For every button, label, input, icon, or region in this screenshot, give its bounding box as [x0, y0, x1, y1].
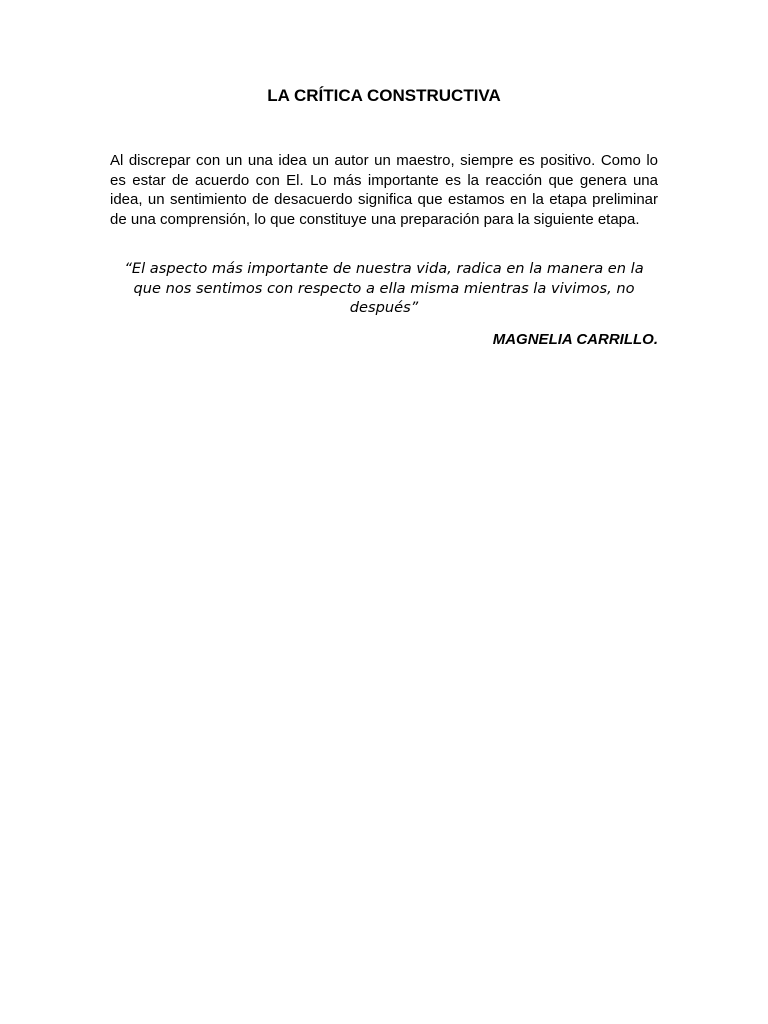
body-paragraph: Al discrepar con un una idea un autor un maestro, siempre es positivo. Como lo es estar de acuerdo con El. Lo más importante es la reacción que genera una idea, un sentimiento de desacuerdo significa que estamos en la etapa preliminar de una comprensión, lo que constituye una preparación para la siguiente etapa.	[110, 152, 658, 228]
document-title: LA CRÍTICA CONSTRUCTIVA	[267, 86, 501, 105]
quote-text: “El aspecto más importante de nuestra vida, radica en la manera en la que nos sentimos con respecto a ella misma mientras la vivimos, no después”	[124, 260, 644, 316]
quote-author: MAGNELIA CARRILLO.	[492, 331, 658, 348]
